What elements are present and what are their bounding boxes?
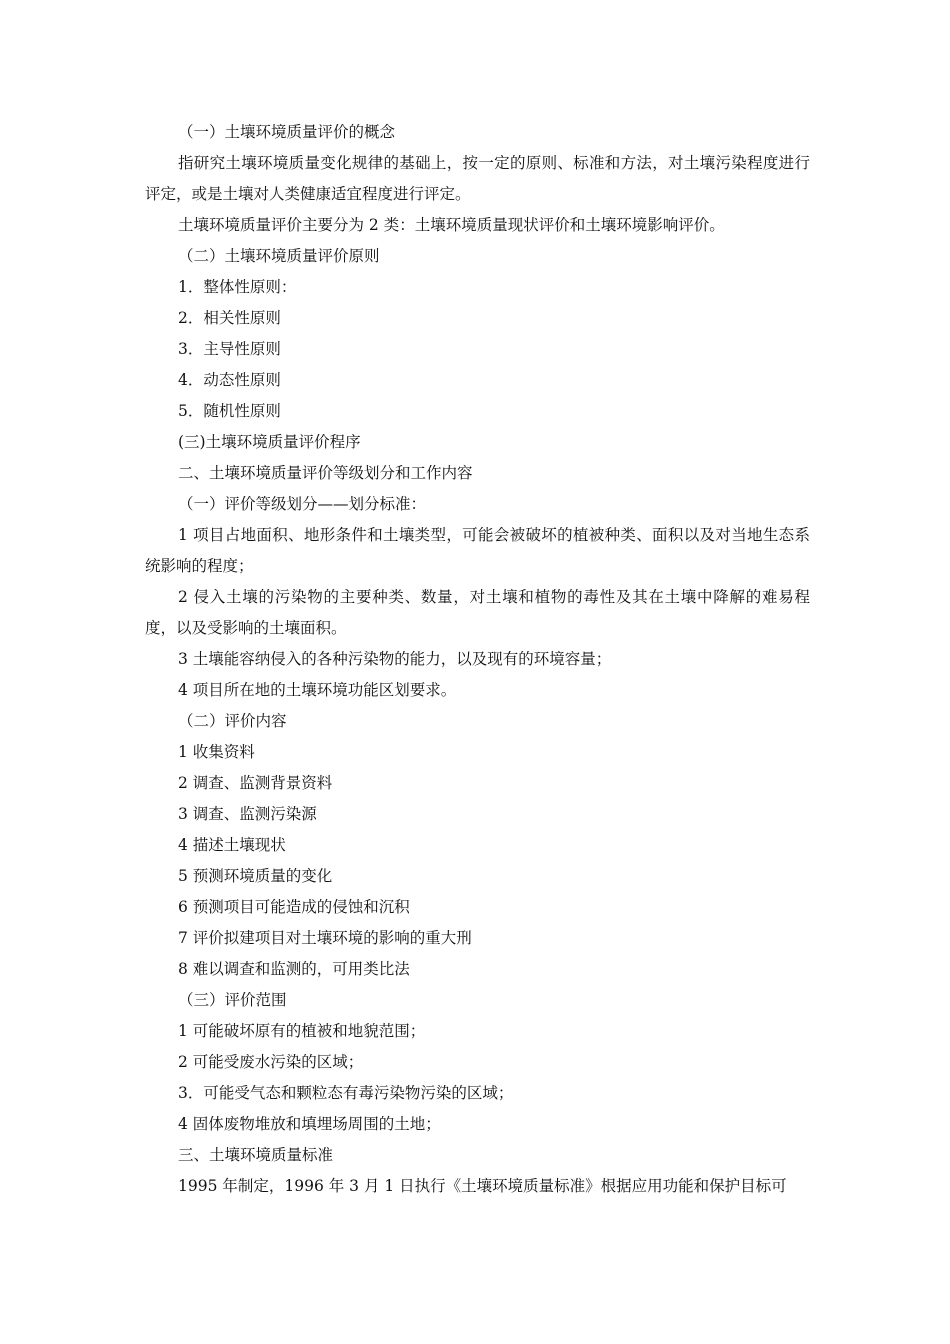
paragraph: 1995 年制定，1996 年 3 月 1 日执行《土壤环境质量标准》根据应用功能和保护目标可	[178, 1177, 787, 1195]
list-item: 1 项目占地面积、地形条件和土壤类型，可能会被破坏的植被种类、面积以及对当地生态系统影响的程度；	[145, 526, 810, 575]
section-heading: （一）评价等级划分——划分标准：	[178, 495, 427, 513]
list-item: 2．相关性原则	[178, 309, 281, 327]
paragraph: 土壤环境质量评价主要分为 2 类：土壤环境质量现状评价和土壤环境影响评价。	[178, 216, 725, 234]
chapter-heading: 二、土壤环境质量评价等级划分和工作内容	[178, 464, 473, 482]
list-item: 2 调查、监测背景资料	[178, 774, 333, 792]
section-heading: （二）评价内容	[178, 712, 287, 730]
chapter-heading: 三、土壤环境质量标准	[178, 1146, 334, 1164]
list-item: 1 可能破坏原有的植被和地貌范围；	[178, 1022, 426, 1040]
paragraph: 指研究土壤环境质量变化规律的基础上，按一定的原则、标准和方法，对土壤污染程度进行评定，或是土壤对人类健康适宜程度进行评定。	[145, 154, 810, 203]
list-item: 8 难以调查和监测的，可用类比法	[178, 960, 410, 978]
section-heading: (三)土壤环境质量评价程序	[178, 433, 361, 451]
section-heading: （三）评价范围	[178, 991, 287, 1009]
list-item: 7 评价拟建项目对土壤环境的影响的重大刑	[178, 929, 472, 947]
list-item: 4 项目所在地的土壤环境功能区划要求。	[178, 681, 457, 699]
list-item: 2 侵入土壤的污染物的主要种类、数量，对土壤和植物的毒性及其在土壤中降解的难易程度，以及受影响的土壤面积。	[145, 588, 810, 637]
list-item: 4．动态性原则	[178, 371, 281, 389]
list-item: 3．可能受气态和颗粒态有毒污染物污染的区域；	[178, 1084, 514, 1102]
list-item: 3．主导性原则	[178, 340, 281, 358]
list-item: 4 固体废物堆放和填埋场周围的土地；	[178, 1115, 441, 1133]
list-item: 2 可能受废水污染的区域；	[178, 1053, 364, 1071]
list-item: 6 预测项目可能造成的侵蚀和沉积	[178, 898, 410, 916]
document-body	[145, 117, 810, 1202]
section-heading: （二）土壤环境质量评价原则	[178, 247, 380, 265]
list-item: 1 收集资料	[178, 743, 255, 761]
list-item: 5．随机性原则	[178, 402, 281, 420]
list-item: 3 调查、监测污染源	[178, 805, 317, 823]
list-item: 3 土壤能容纳侵入的各种污染物的能力，以及现有的环境容量；	[178, 650, 612, 668]
list-item: 1．整体性原则：	[178, 278, 297, 296]
list-item: 4 描述土壤现状	[178, 836, 286, 854]
list-item: 5 预测环境质量的变化	[178, 867, 333, 885]
section-heading: （一）土壤环境质量评价的概念	[178, 123, 396, 141]
